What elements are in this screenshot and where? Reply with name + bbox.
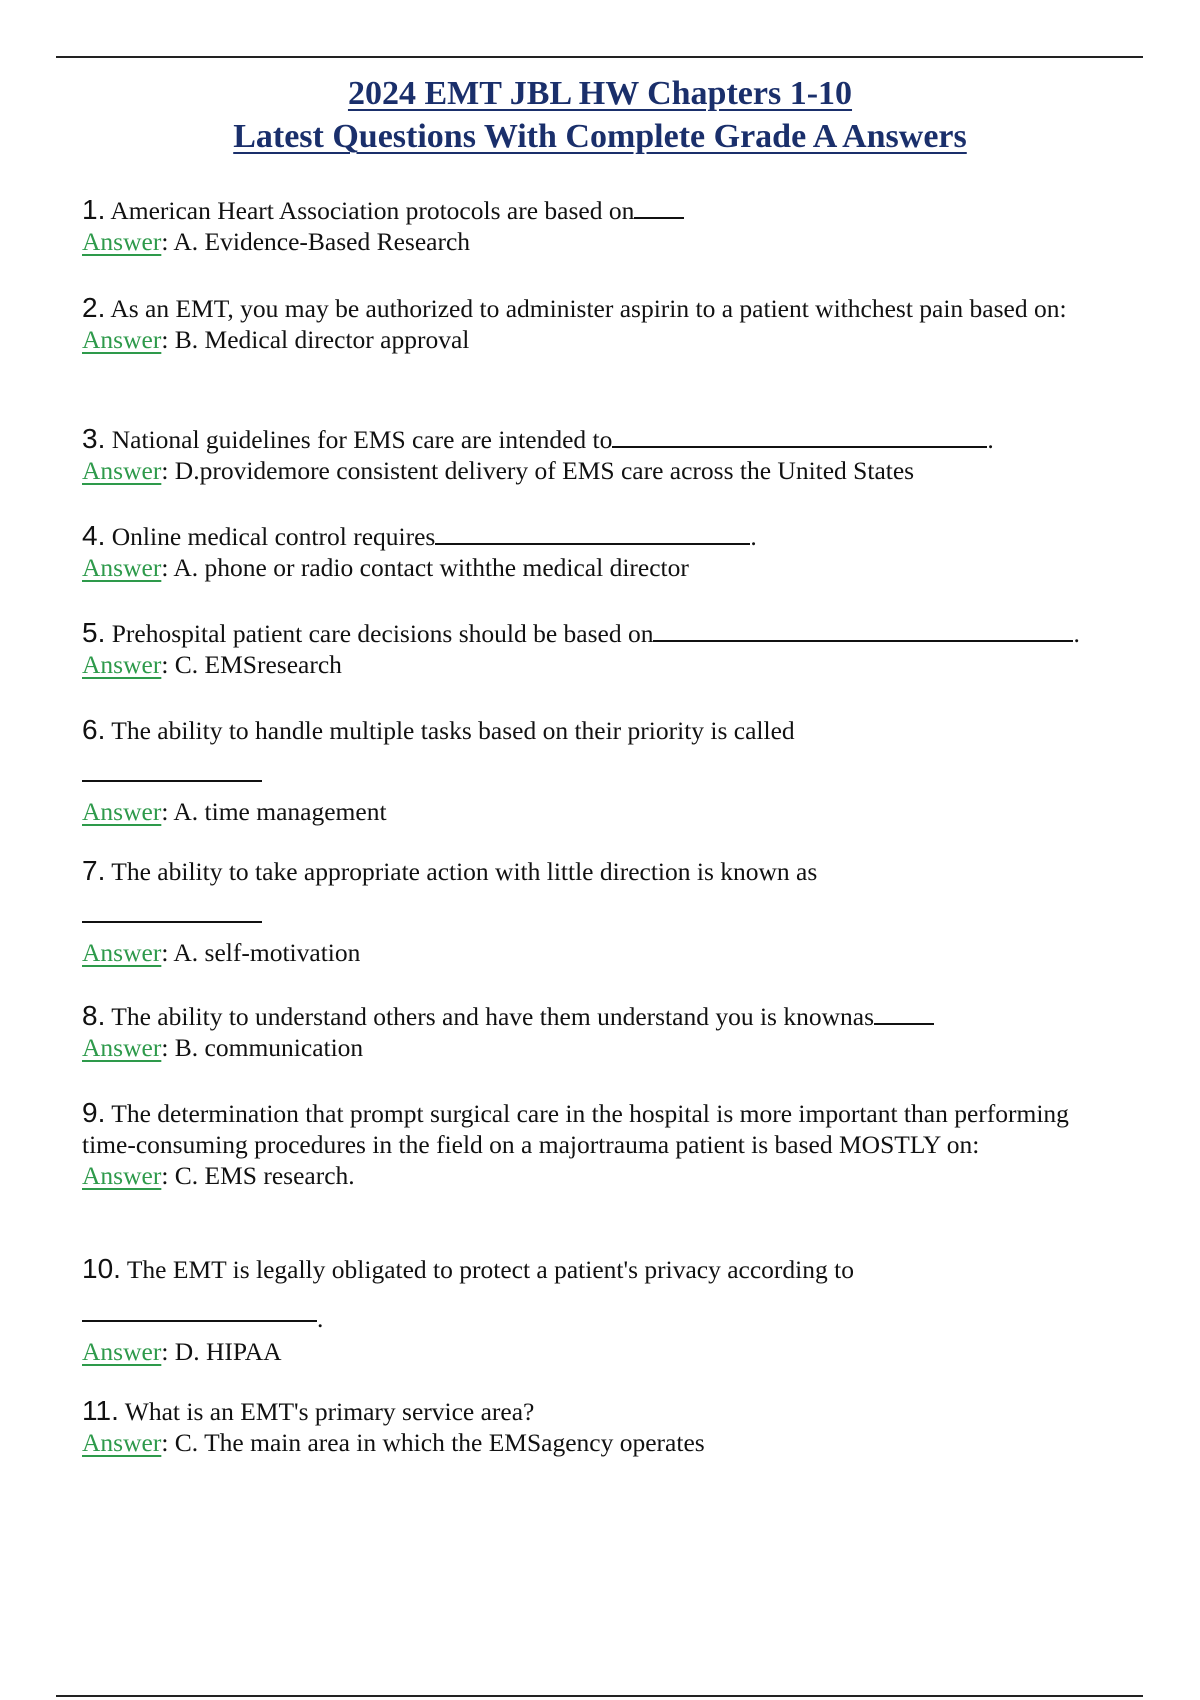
page-title — [0, 72, 1200, 158]
question-number: 2. — [82, 292, 106, 323]
question-5: 5. Prehospital patient care decisions should be based on . Answer: C. EMSresearch — [82, 617, 1080, 679]
answer-text: A. Evidence-Based Research — [173, 227, 471, 256]
question-7: 7. The ability to take appropriate action with little direction is known as Answer: A. self-motivation — [82, 855, 818, 967]
question-text: As an EMT, you may be authorized to administer aspirin to a patient withchest pain based on: — [110, 294, 1067, 323]
question-text: American Heart Association protocols are based on — [110, 196, 635, 225]
answer-label: Answer — [82, 797, 162, 826]
answer-label: Answer — [82, 1033, 162, 1062]
question-text: The EMT is legally obligated to protect a patient's privacy according to — [126, 1255, 854, 1284]
question-text: The determination that prompt surgical care in the hospital is more important than performing time-consuming procedures in the field on a majortrauma patient is based MOSTLY on: — [82, 1099, 1069, 1159]
question-8: 8. The ability to understand others and have them understand you is knownas Answer: B. communication — [82, 1000, 1132, 1063]
answer-label: Answer — [82, 325, 162, 354]
answer-text: A. phone or radio contact withthe medical director — [173, 553, 689, 582]
answer-label: Answer — [82, 456, 162, 485]
question-text: Online medical control requires — [111, 522, 436, 551]
answer-text: D.providemore consistent delivery of EMS care across the United States — [174, 456, 915, 485]
question-text: What is an EMT's primary service area? — [124, 1397, 535, 1426]
answer-label: Answer — [82, 1428, 162, 1457]
top-rule — [56, 56, 1143, 58]
answer-blank — [82, 780, 262, 782]
question-number: 7. — [82, 855, 106, 886]
answer-label: Answer — [82, 938, 162, 967]
question-number: 6. — [82, 714, 106, 745]
answer-text: D. HIPAA — [174, 1337, 282, 1367]
question-number: 5. — [82, 617, 106, 648]
answer-label: Answer — [82, 650, 162, 679]
answer-text: B. communication — [174, 1033, 364, 1062]
question-text: Prehospital patient care decisions should be based on — [111, 619, 654, 648]
question-number: 10. — [82, 1253, 121, 1284]
question-number: 11. — [82, 1395, 119, 1426]
answer-text: C. EMSresearch — [174, 650, 342, 679]
answer-text: B. Medical director approval — [174, 325, 470, 354]
question-number: 4. — [82, 520, 106, 551]
question-1: 1. American Heart Association protocols are based on Answer: A. Evidence-Based Research — [82, 194, 1132, 257]
question-10: 10. The EMT is legally obligated to protect a patient's privacy according to . Answer: D. HIPAA — [82, 1253, 854, 1367]
answer-text: A. self-motivation — [173, 938, 361, 967]
title-line-1: 2024 EMT JBL HW Chapters 1-10 — [347, 75, 853, 112]
question-text: The ability to handle multiple tasks based on their priority is called — [111, 716, 795, 745]
question-9: 9. The determination that prompt surgical care in the hospital is more important than performing time-consuming procedures in the field on a majortrauma patient is based MOSTLY on: Answer: C. EMS research. — [82, 1097, 1069, 1190]
question-3: 3. National guidelines for EMS care are intended to . Answer: D.providemore consistent delivery of EMS care across the United States — [82, 423, 994, 485]
answer-label: Answer — [82, 227, 162, 256]
answer-blank — [435, 521, 750, 545]
answer-text: C. The main area in which the EMSagency operates — [174, 1428, 705, 1457]
question-number: 1. — [82, 194, 106, 225]
question-11: 11. What is an EMT's primary service area? Answer: C. The main area in which the EMSagency operates — [82, 1395, 705, 1457]
answer-text: A. time management — [173, 797, 387, 826]
question-text: The ability to understand others and have them understand you is knownas — [111, 1002, 874, 1031]
answer-blank — [612, 424, 987, 448]
answer-blank — [874, 1001, 934, 1025]
question-text: National guidelines for EMS care are intended to — [111, 425, 613, 454]
answer-blank — [82, 1320, 317, 1322]
answer-label: Answer — [82, 1161, 162, 1190]
answer-blank — [653, 618, 1073, 642]
title-line-2: Latest Questions With Complete Grade A Answers — [233, 118, 967, 155]
answer-text: C. EMS research. — [174, 1161, 355, 1190]
question-number: 9. — [82, 1097, 106, 1128]
question-2: 2. As an EMT, you may be authorized to administer aspirin to a patient withchest pain based on: Answer: B. Medical director approval — [82, 292, 1067, 354]
question-6: 6. The ability to handle multiple tasks based on their priority is called Answer: A. time management — [82, 714, 795, 826]
answer-label: Answer — [82, 553, 162, 582]
question-text: The ability to take appropriate action with little direction is known as — [111, 857, 818, 886]
answer-label: Answer — [82, 1337, 162, 1367]
bottom-rule — [56, 1695, 1143, 1697]
answer-blank — [82, 921, 262, 923]
answer-blank — [634, 195, 684, 219]
question-number: 8. — [82, 1000, 106, 1031]
question-number: 3. — [82, 423, 106, 454]
question-4: 4. Online medical control requires . Answer: A. phone or radio contact withthe medical director — [82, 520, 757, 582]
